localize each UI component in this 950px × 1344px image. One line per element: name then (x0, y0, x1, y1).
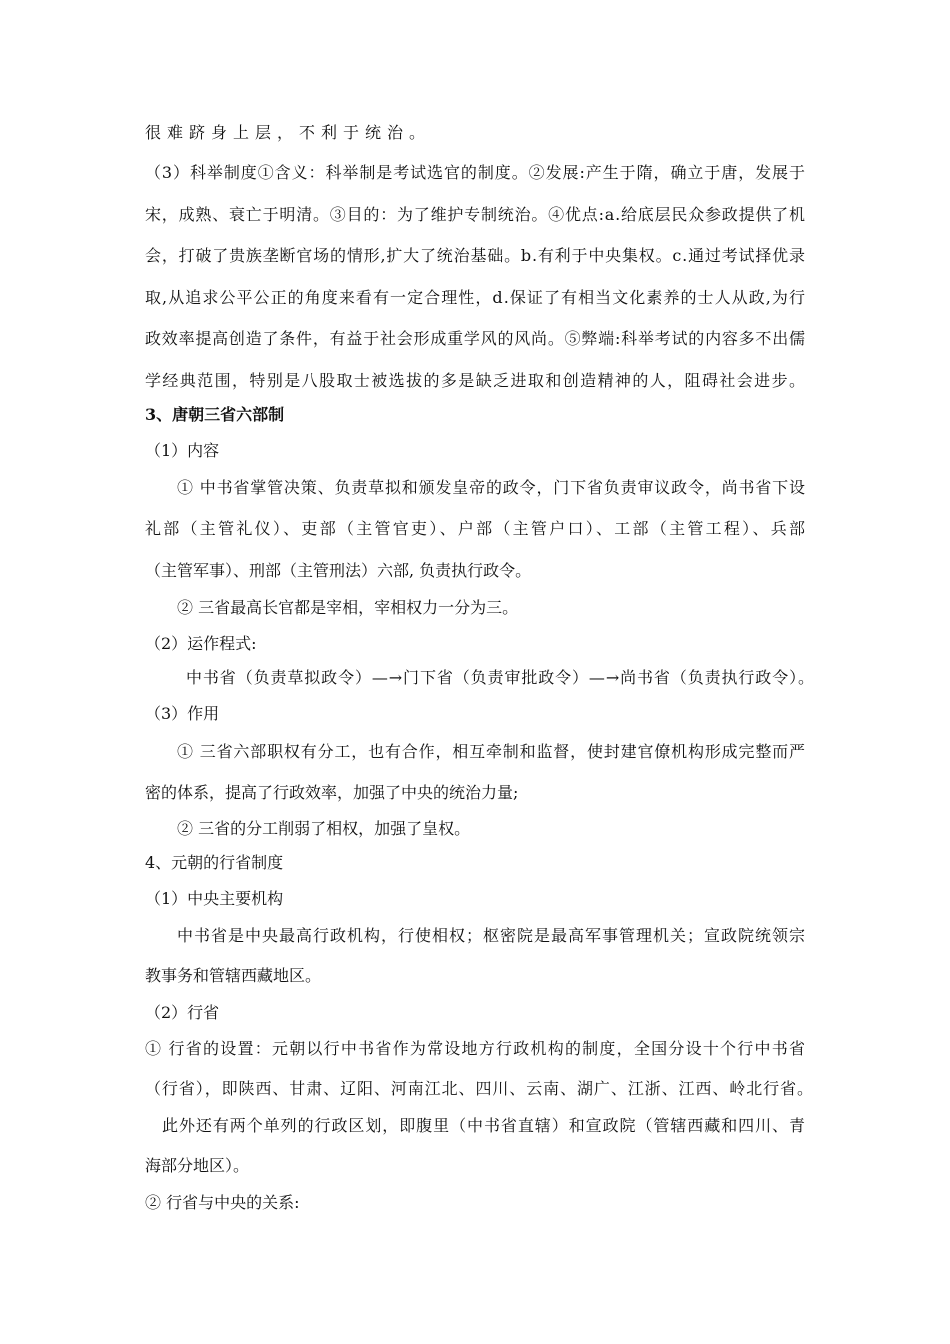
text-line: （3）科举制度①含义：科举制是考试选官的制度。②发展:产生于隋，确立于唐，发展于 (145, 163, 806, 182)
text-line: ② 行省与中央的关系: (145, 1193, 300, 1212)
text-line: 宋，成熟、衰亡于明清。③目的：为了维护专制统治。④优点:a.给底层民众参政提供了机 (145, 205, 806, 224)
text-line: ② 三省的分工削弱了相权，加强了皇权。 (177, 819, 471, 838)
text-line: ① 中书省掌管决策、负责草拟和颁发皇帝的政令，门下省负责审议政令，尚书省下设 (177, 478, 806, 497)
text-line: 会，打破了贵族垄断官场的情形,扩大了统治基础。b.有利于中央集权。c.通过考试择优录 (145, 246, 806, 265)
text-line: 很难跻身上层，不利于统治。 (145, 123, 432, 142)
text-line: （行省），即陕西、甘肃、辽阳、河南江北、四川、云南、湖广、江浙、江西、岭北行省。 (145, 1079, 814, 1098)
section-heading: 4、元朝的行省制度 (145, 853, 284, 872)
text-line: 教事务和管辖西藏地区。 (145, 966, 322, 985)
text-line: 政效率提高创造了条件，有益于社会形成重学风的风尚。⑤弊端:科举考试的内容多不出儒 (145, 329, 806, 348)
process-flow-line: 中书省（负责草拟政令）—→门下省（负责审批政令）—→尚书省（负责执行政令）。 (186, 668, 815, 687)
text-line: ① 行省的设置：元朝以行中书省作为常设地方行政机构的制度，全国分设十个行中书省 (145, 1039, 807, 1058)
text-line: 此外还有两个单列的行政区划，即腹里（中书省直辖）和宣政院（管辖西藏和四川、青 (162, 1116, 806, 1135)
subsection-heading: （3）作用 (145, 704, 220, 723)
text-line: 礼部（主管礼仪）、吏部（主管官吏）、户部（主管户口）、工部（主管工程）、兵部 (145, 519, 808, 538)
subsection-heading: （1）中央主要机构 (145, 889, 284, 908)
text-line: ② 三省最高长官都是宰相，宰相权力一分为三。 (177, 598, 519, 617)
section-heading: 3、唐朝三省六部制 (145, 405, 285, 424)
text-line: 取,从追求公平公正的角度来看有一定合理性，d.保证了有相当文化素养的士人从政,为行 (145, 288, 807, 307)
text-line: 中书省是中央最高行政机构，行使相权；枢密院是最高军事管理机关；宣政院统领宗 (177, 926, 806, 945)
text-line: 密的体系，提高了行政效率，加强了中央的统治力量; (145, 783, 519, 802)
text-line: 海部分地区）。 (145, 1156, 250, 1175)
text-line: 学经典范围，特别是八股取士被选拔的多是缺乏进取和创造精神的人，阻碍社会进步。 (145, 371, 807, 390)
text-line: ① 三省六部职权有分工，也有合作，相互牵制和监督，使封建官僚机构形成完整而严 (177, 742, 806, 761)
text-line: （主管军事）、刑部（主管刑法）六部, 负责执行政令。 (145, 561, 532, 580)
subsection-heading: （2）行省 (145, 1003, 220, 1022)
subsection-heading: （1）内容 (145, 441, 220, 460)
subsection-heading: （2）运作程式: (145, 634, 257, 653)
